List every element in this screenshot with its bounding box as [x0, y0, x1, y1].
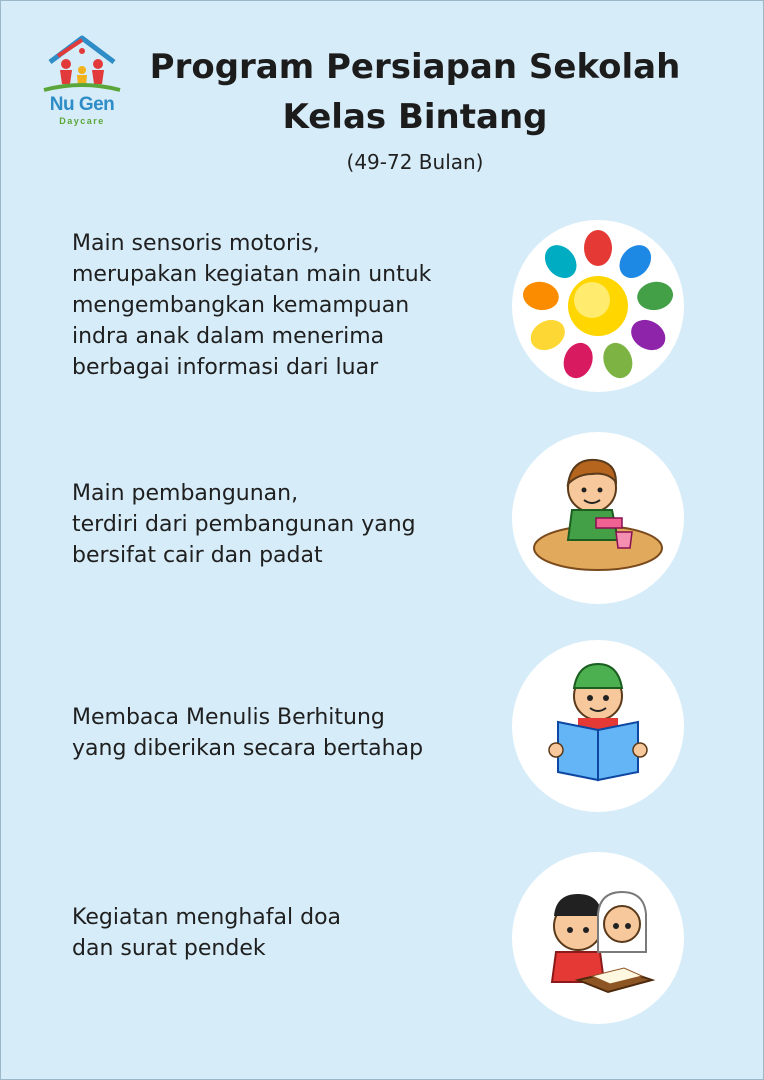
sun-handprints-icon [512, 220, 684, 392]
page-title-line2: Kelas Bintang [282, 97, 548, 137]
nugen-logo [34, 34, 134, 134]
activity-literacy-image [512, 640, 684, 812]
activity-sensory-image [512, 220, 684, 392]
child-reading-book-icon [512, 640, 684, 812]
activity-memorization-image [512, 852, 684, 1024]
page-title-line1: Program Persiapan Sekolah [149, 47, 681, 87]
activity-memorization-text: Kegiatan menghafal doa dan surat pendek [72, 905, 342, 961]
activity-construction-image [512, 432, 684, 604]
activity-literacy-text: Membaca Menulis Berhitung yang diberikan secara bertahap [72, 705, 424, 761]
children-reciting-quran-icon [512, 852, 684, 1024]
logo-sub-text: Daycare [59, 116, 105, 126]
age-range-subtitle: (49-72 Bulan) [346, 150, 484, 174]
activity-sensory-text: Main sensoris motoris, merupakan kegiatan main untuk mengembangkan kemampuan indra anak dalam menerima berbagai informasi dari luar [72, 231, 432, 380]
activity-construction-text: Main pembangunan, terdiri dari pembangunan yang bersifat cair dan padat [72, 481, 416, 568]
child-sandbox-icon [512, 432, 684, 604]
logo-brand-text: Nu Gen [49, 94, 115, 115]
house-family-icon [40, 34, 124, 96]
